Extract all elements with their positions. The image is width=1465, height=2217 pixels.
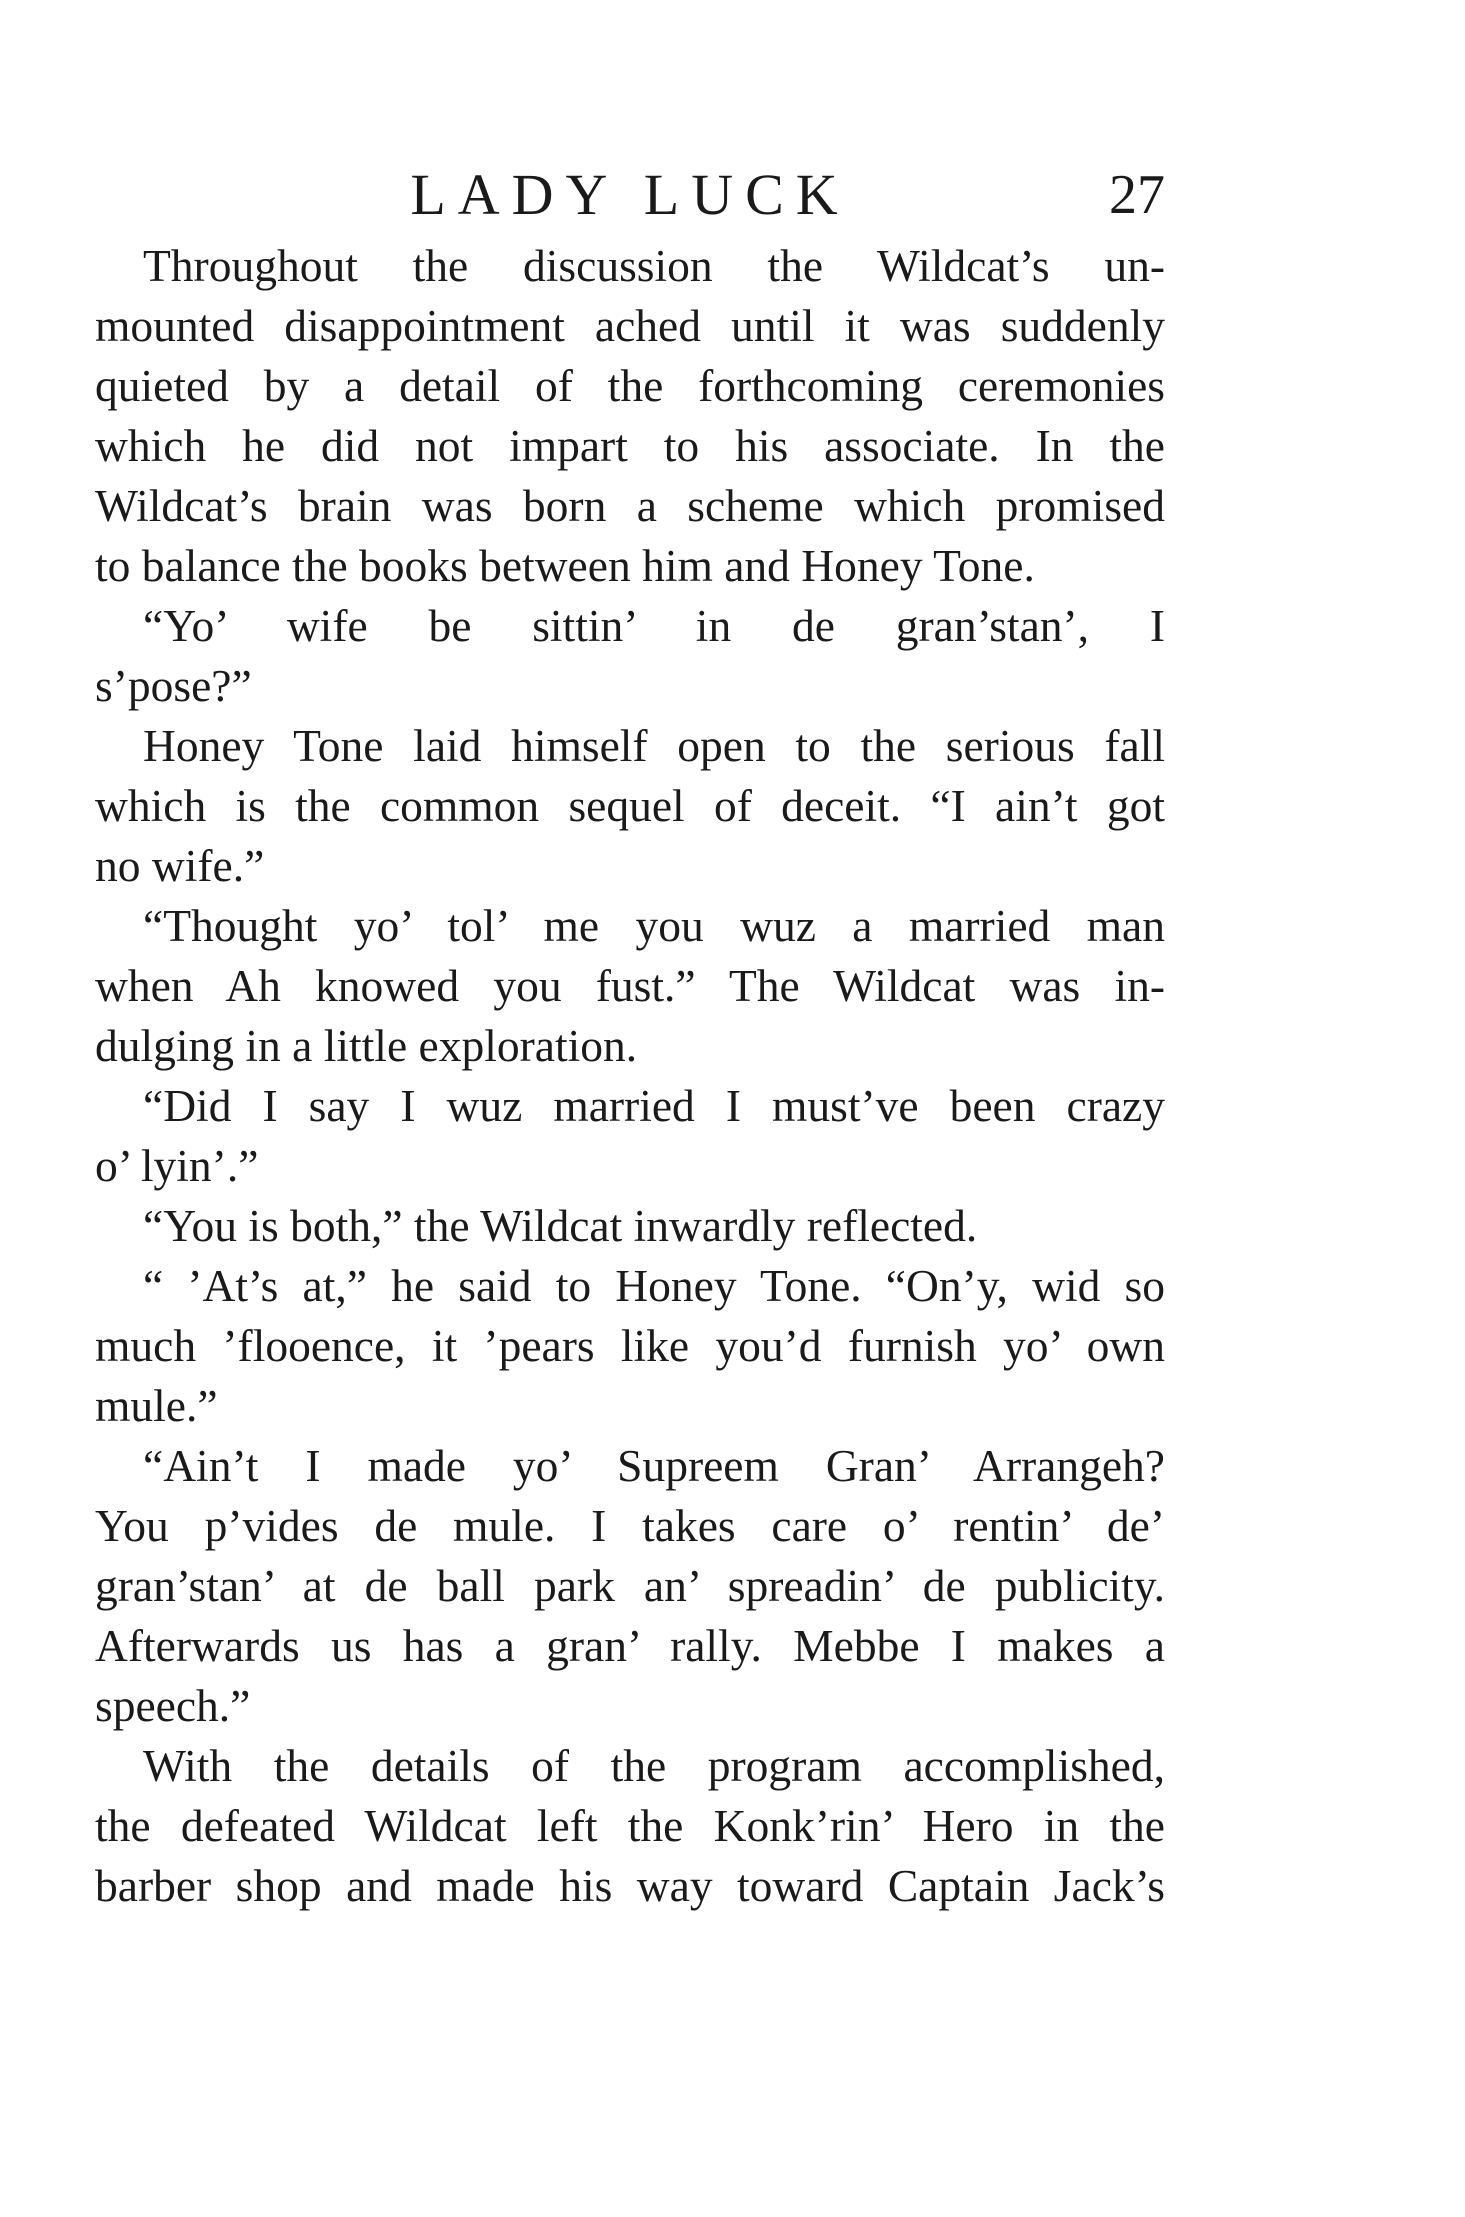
- text-line: which is the common sequel of deceit. “I ain’t got: [95, 780, 1165, 831]
- text-line: “Thought yo’ tol’ me you wuz a married man: [143, 900, 1165, 951]
- text-line: Honey Tone laid himself open to the serious fall: [143, 720, 1165, 771]
- text-line: “ ’At’s at,” he said to Honey Tone. “On’y, wid so: [143, 1260, 1165, 1311]
- text-line: when Ah knowed you fust.” The Wildcat was in-: [95, 960, 1165, 1011]
- text-line: no wife.”: [95, 840, 265, 891]
- text-line: You p’vides de mule. I takes care o’ rentin’ de’: [95, 1500, 1165, 1551]
- text-line: quieted by a detail of the forthcoming ceremonies: [95, 360, 1165, 411]
- text-line: Throughout the discussion the Wildcat’s un-: [143, 240, 1165, 291]
- text-line: With the details of the program accomplished,: [143, 1740, 1165, 1791]
- text-line: Wildcat’s brain was born a scheme which promised: [95, 480, 1165, 531]
- text-line: mounted disappointment ached until it was suddenly: [95, 300, 1165, 351]
- body-text: [95, 236, 1165, 1916]
- text-line: the defeated Wildcat left the Konk’rin’ Hero in the: [95, 1800, 1165, 1851]
- text-line: “Did I say I wuz married I must’ve been crazy: [143, 1080, 1165, 1131]
- text-line: “Yo’ wife be sittin’ in de gran’stan’, I: [143, 600, 1165, 651]
- text-line: “You is both,” the Wildcat inwardly reflected.: [143, 1200, 978, 1251]
- text-line: barber shop and made his way toward Captain Jack’s: [95, 1860, 1165, 1911]
- running-head: [95, 155, 1165, 235]
- text-line: “Ain’t I made yo’ Supreem Gran’ Arrangeh?: [143, 1440, 1165, 1491]
- text-line: Afterwards us has a gran’ rally. Mebbe I makes a: [95, 1620, 1165, 1671]
- text-line: to balance the books between him and Honey Tone.: [95, 540, 1035, 591]
- running-title: LADY LUCK: [410, 162, 850, 227]
- text-line: o’ lyin’.”: [95, 1140, 259, 1191]
- text-line: much ’flooence, it ’pears like you’d furnish yo’ own: [95, 1320, 1165, 1371]
- text-line: s’pose?”: [95, 660, 252, 711]
- text-line: mule.”: [95, 1380, 218, 1431]
- text-line: dulging in a little exploration.: [95, 1020, 638, 1071]
- text-line: gran’stan’ at de ball park an’ spreadin’ de publicity.: [95, 1560, 1165, 1611]
- page-number: 27: [1109, 164, 1165, 226]
- text-line: speech.”: [95, 1680, 251, 1731]
- text-line: which he did not impart to his associate. In the: [95, 420, 1165, 471]
